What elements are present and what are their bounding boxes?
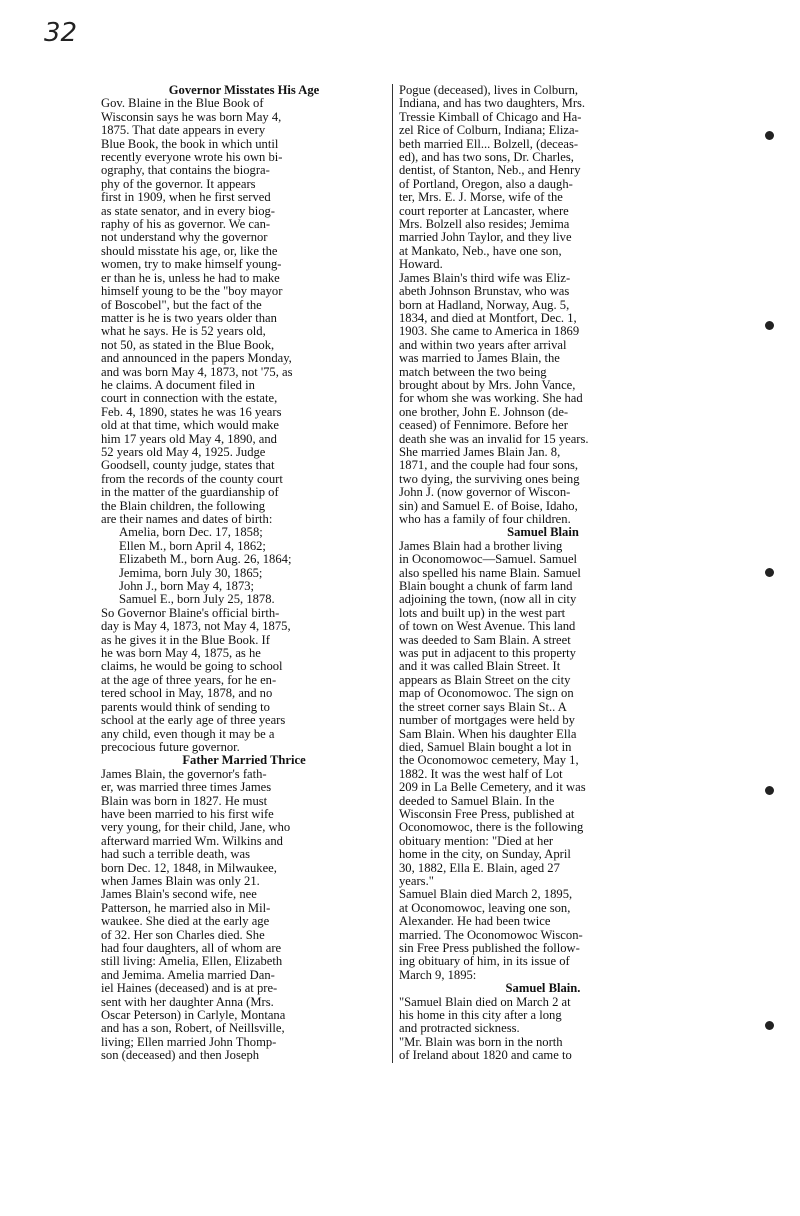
- text-line: 1903. She came to America in 1869: [399, 325, 580, 339]
- text-line: 1871, and the couple had four sons,: [399, 459, 579, 473]
- text-line: born at Hadland, Norway, Aug. 5,: [399, 298, 570, 312]
- text-line: 1834, and died at Montfort, Dec. 1,: [399, 311, 577, 325]
- text-line: was married to James Blain, the: [399, 352, 560, 366]
- text-line: Alexander. He had been twice: [399, 915, 551, 929]
- right-column: [392, 84, 687, 1063]
- text-line: still living: Amelia, Ellen, Elizabeth: [101, 955, 283, 969]
- text-line: Samuel Blain died March 2, 1895,: [399, 888, 573, 902]
- text-line: old at that time, which would make: [101, 419, 280, 433]
- text-line: Wisconsin says he was born May 4,: [101, 110, 282, 124]
- text-line: So Governor Blaine's official birth-: [101, 606, 280, 620]
- punch-hole: [765, 786, 774, 795]
- birth-record: Elizabeth M., born Aug. 26, 1864;: [119, 552, 292, 567]
- text-line: and within two years after arrival: [399, 338, 567, 352]
- text-line: of town on West Avenue. This land: [399, 620, 576, 634]
- text-line: Goodsell, county judge, states that: [101, 459, 275, 473]
- text-line: death she was an invalid for 15 years.: [399, 432, 589, 446]
- text-line: dentist, of Stanton, Neb., and Henry: [399, 164, 581, 178]
- birth-record: Ellen M., born April 4, 1862;: [119, 538, 266, 553]
- text-line: home in the city, on Sunday, April: [399, 848, 571, 862]
- text-line: son (deceased) and then Joseph: [101, 1049, 260, 1063]
- text-line: not understand why the governor: [101, 231, 268, 245]
- section-heading: Father Married Thrice: [182, 753, 306, 768]
- birth-record: Jemima, born July 30, 1865;: [119, 565, 263, 580]
- text-line: born Dec. 12, 1848, in Milwaukee,: [101, 861, 277, 875]
- text-line: Howard.: [399, 258, 443, 272]
- punch-hole: [765, 131, 774, 140]
- text-line: Patterson, he married also in Mil-: [101, 901, 271, 915]
- text-line: from the records of the county court: [101, 472, 283, 486]
- text-line: have been married to his first wife: [101, 807, 274, 821]
- punch-hole: [765, 1021, 774, 1030]
- left-column: [101, 84, 387, 1063]
- text-line: map of Oconomowoc. The sign on: [399, 687, 574, 701]
- text-line: any child, even though it may be a: [101, 727, 275, 741]
- text-line: and announced in the papers Monday,: [101, 352, 292, 366]
- text-line: in Oconomowoc—Samuel. Samuel: [399, 553, 578, 567]
- text-line: him 17 years old May 4, 1890, and: [101, 432, 277, 446]
- text-line: 52 years old May 4, 1925. Judge: [101, 445, 266, 459]
- text-line: married. The Oconomowoc Wiscon-: [399, 928, 583, 942]
- text-line: the Oconomowoc cemetery, May 1,: [399, 754, 579, 768]
- text-line: of 32. Her son Charles died. She: [101, 928, 265, 942]
- text-line: sin) and Samuel E. of Boise, Idaho,: [399, 499, 578, 513]
- text-line: was put in adjacent to this property: [399, 647, 576, 661]
- text-line: of Boscobel", but the fact of the: [101, 298, 262, 312]
- text-line: who has a family of four children.: [399, 513, 571, 526]
- text-line: he was born May 4, 1875, as he: [101, 647, 261, 661]
- text-line: when James Blain was only 21.: [101, 874, 260, 888]
- text-line: years.": [399, 874, 434, 888]
- text-line: are their names and dates of birth:: [101, 513, 273, 526]
- text-line: lots and built up) in the west part: [399, 606, 566, 620]
- text-line: abeth Johnson Brunstav, who was: [399, 285, 570, 299]
- text-line: match between the two being: [399, 365, 547, 379]
- birth-record: Amelia, born Dec. 17, 1858;: [119, 525, 263, 540]
- text-line: and was born May 4, 1873, not '75, as: [101, 365, 293, 379]
- text-line: school at the early age of three years: [101, 714, 286, 728]
- text-line: afterward married Wm. Wilkins and: [101, 834, 283, 848]
- text-line: his home in this city after a long: [399, 1009, 562, 1023]
- birth-record: John J., born May 4, 1873;: [119, 579, 255, 594]
- text-line: was deeded to Sam Blain. A street: [399, 633, 571, 647]
- text-line: er, was married three times James: [101, 781, 272, 795]
- text-line: beth married Ell... Bolzell, (deceas-: [399, 137, 579, 151]
- birth-record: Samuel E., born July 25, 1878.: [119, 592, 275, 607]
- text-line: had four daughters, all of whom are: [101, 942, 282, 955]
- text-line: claims, he would be going to school: [101, 660, 283, 674]
- text-line: iel Haines (deceased) and is at pre-: [101, 982, 278, 996]
- text-line: first in 1909, when he first served: [101, 191, 271, 205]
- article-heading: Governor Misstates His Age: [168, 83, 320, 97]
- text-line: for whom she was working. She had: [399, 392, 583, 406]
- text-line: sent with her daughter Anna (Mrs.: [101, 995, 274, 1009]
- text-line: John J. (now governor of Wiscon-: [399, 486, 571, 500]
- text-line: Sam Blain. When his daughter Ella: [399, 727, 577, 741]
- text-line: of Portland, Oregon, also a daugh-: [399, 177, 573, 191]
- text-line: James Blain had a brother living: [399, 539, 563, 553]
- text-line: very young, for their child, Jane, who: [101, 821, 291, 835]
- text-line: two dying, the surviving ones being: [399, 472, 580, 486]
- text-line: Indiana, and has two daughters, Mrs.: [399, 97, 586, 111]
- text-line: the street corner says Blain St.. A: [399, 700, 567, 714]
- text-line: day is May 4, 1873, not May 4, 1875,: [101, 620, 291, 634]
- text-line: of Ireland about 1820 and came to: [399, 1049, 572, 1063]
- text-line: at Mankato, Neb., have one son,: [399, 244, 562, 258]
- text-line: James Blain, the governor's fath-: [101, 767, 267, 781]
- text-line: She married James Blain Jan. 8,: [399, 445, 561, 459]
- text-line: James Blain's third wife was Eliz-: [399, 271, 571, 285]
- text-line: James Blain's second wife, nee: [101, 888, 257, 902]
- text-line: ed), and has two sons, Dr. Charles,: [399, 151, 574, 165]
- text-line: women, try to make himself young-: [101, 258, 282, 272]
- text-line: Gov. Blaine in the Blue Book of: [101, 97, 264, 111]
- text-line: Feb. 4, 1890, states he was 16 years: [101, 405, 282, 419]
- text-line: court in connection with the estate,: [101, 392, 278, 406]
- text-line: and Jemima. Amelia married Dan-: [101, 968, 275, 982]
- text-line: ceased) of Fennimore. Before her: [399, 419, 568, 433]
- text-line: Tressie Kimball of Chicago and Ha-: [399, 110, 582, 124]
- text-line: living; Ellen married John Thomp-: [101, 1035, 277, 1049]
- text-line: what he says. He is 52 years old,: [101, 325, 266, 339]
- text-line: Blain was born in 1827. He must: [101, 794, 268, 808]
- text-line: also spelled his name Blain. Samuel: [399, 566, 581, 580]
- text-line: precocious future governor.: [101, 740, 240, 754]
- text-line: number of mortgages were held by: [399, 714, 575, 728]
- text-line: he claims. A document filed in: [101, 378, 255, 392]
- text-line: ing obituary of him, in its issue of: [399, 955, 570, 969]
- text-line: adjoining the town, (now all in city: [399, 593, 577, 607]
- text-line: as he gives it in the Blue Book. If: [101, 633, 270, 647]
- text-line: at Oconomowoc, leaving one son,: [399, 901, 571, 915]
- text-line: at the age of three years, for he en-: [101, 673, 277, 687]
- text-line: should misstate his age, or, like the: [101, 244, 278, 258]
- text-line: raphy of his as governor. We can-: [101, 218, 271, 232]
- text-line: 209 in La Belle Cemetery, and it was: [399, 781, 586, 795]
- text-line: 1875. That date appears in every: [101, 124, 266, 138]
- text-line: and protracted sickness.: [399, 1022, 520, 1036]
- section-heading: Samuel Blain: [507, 525, 579, 540]
- text-line: Blue Book, the book in which until: [101, 137, 279, 151]
- text-line: not 50, as stated in the Blue Book,: [101, 338, 275, 352]
- text-line: er than he is, unless he had to make: [101, 271, 280, 285]
- text-line: deeded to Samuel Blain. In the: [399, 794, 555, 808]
- text-line: tered school in May, 1878, and no: [101, 687, 273, 701]
- punch-hole: [765, 321, 774, 330]
- text-line: "Mr. Blain was born in the north: [399, 1035, 563, 1049]
- text-line: ography, that contains the biogra-: [101, 164, 270, 178]
- text-line: died, Samuel Blain bought a lot in: [399, 740, 572, 754]
- text-line: himself young to be the "boy mayor: [101, 285, 283, 299]
- text-line: the Blain children, the following: [101, 499, 266, 513]
- text-line: in the matter of the guardianship of: [101, 486, 279, 500]
- text-line: Wisconsin Free Press, published at: [399, 807, 575, 821]
- text-line: parents would think of sending to: [101, 700, 270, 714]
- text-line: matter is he is two years older than: [101, 311, 277, 325]
- text-line: and it was called Blain Street. It: [399, 660, 561, 674]
- text-line: and has a son, Robert, of Neillsville,: [101, 1022, 285, 1036]
- text-line: March 9, 1895:: [399, 968, 477, 982]
- text-line: phy of the governor. It appears: [101, 177, 256, 191]
- text-line: Oscar Peterson) in Carlyle, Montana: [101, 1009, 286, 1023]
- punch-hole: [765, 568, 774, 577]
- text-line: obituary mention: "Died at her: [399, 834, 554, 848]
- text-line: recently everyone wrote his own bi-: [101, 151, 283, 165]
- text-line: waukee. She died at the early age: [101, 915, 270, 929]
- text-line: appears as Blain Street on the city: [399, 673, 571, 687]
- text-line: ter, Mrs. E. J. Morse, wife of the: [399, 191, 563, 205]
- section-heading: Samuel Blain.: [505, 981, 581, 996]
- text-line: 30, 1882, Ella E. Blain, aged 27: [399, 861, 560, 875]
- text-line: one brother, John E. Johnson (de-: [399, 405, 569, 419]
- text-line: "Samuel Blain died on March 2 at: [399, 995, 571, 1009]
- text-line: 1882. It was the west half of Lot: [399, 767, 563, 781]
- text-line: Blain bought a chunk of farm land: [399, 580, 573, 594]
- text-line: Oconomowoc, there is the following: [399, 821, 584, 835]
- text-line: brought about by Mrs. John Vance,: [399, 378, 576, 392]
- text-line: Mrs. Bolzell also resides; Jemima: [399, 218, 570, 232]
- text-line: as state senator, and in every biog-: [101, 204, 276, 218]
- text-line: sin Free Press published the follow-: [399, 942, 580, 955]
- text-line: Pogue (deceased), lives in Colburn,: [399, 84, 579, 97]
- text-line: married John Taylor, and they live: [399, 231, 572, 245]
- text-line: court reporter at Lancaster, where: [399, 204, 569, 218]
- text-line: had such a terrible death, was: [101, 848, 250, 862]
- text-line: zel Rice of Colburn, Indiana; Eliza-: [399, 124, 579, 138]
- page-number: 32: [44, 18, 78, 48]
